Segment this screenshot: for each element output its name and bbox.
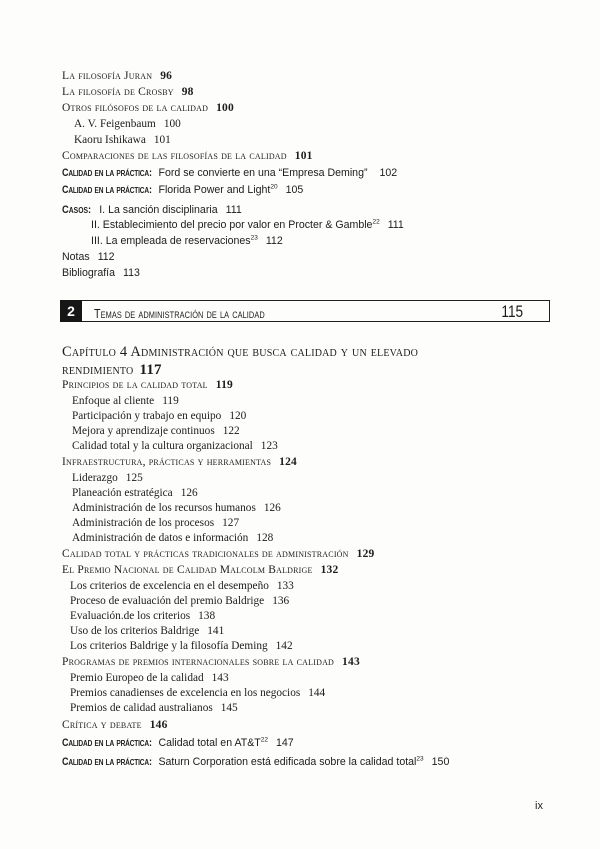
part-page: 115 [501, 302, 523, 321]
toc-subentry-proceso-evaluacion: Proceso de evaluación del premio Baldrige 136 [70, 595, 290, 607]
toc-notas: Notas 112 [62, 251, 115, 263]
toc-subentry-ishikawa: Kaoru Ishikawa 101 [74, 134, 171, 146]
toc-subentry-premio-europeo: Premio Europeo de la calidad 143 [70, 672, 229, 684]
chapter-title-cont: rendimiento 117 [62, 362, 162, 378]
part-title: Temas de administración de la calidad [94, 306, 265, 321]
toc-subentry-mejora: Mejora y aprendizaje continuos 122 [72, 425, 240, 437]
toc-subentry-recursos-humanos: Administración de los recursos humanos 126 [72, 502, 281, 514]
toc-subentry-participacion: Participación y trabajo en equipo 120 [72, 410, 247, 422]
toc-entry-baldrige: El Premio Nacional de Calidad Malcolm Baldrige 132 [62, 564, 339, 576]
toc-entry-crosby: La filosofía de Crosby 98 [62, 86, 194, 98]
toc-bibliografia: Bibliografía 113 [62, 267, 140, 279]
toc-subentry-baldrige-deming: Los criterios Baldrige y la filosofía Deming 142 [70, 640, 293, 652]
toc-casos-1: Casos: I. La sanción disciplinaria 111 [62, 204, 242, 216]
toc-entry-principios: Principios de la calidad total 119 [62, 379, 233, 391]
chapter-title: Capítulo 4 Administración que busca calidad y un elevado [62, 344, 419, 360]
toc-casos-3: III. La empleada de reservaciones$^{23}$ 112 [91, 234, 283, 247]
toc-subentry-enfoque: Enfoque al cliente 119 [72, 395, 179, 407]
toc-practice-ford: Calidad en la práctica: Ford se convierte en una “Empresa Deming” 102 [62, 167, 398, 179]
toc-subentry-premios-australianos: Premios de calidad australianos 145 [70, 702, 238, 714]
part-header [60, 300, 550, 322]
toc-subentry-procesos: Administración de los procesos 127 [72, 517, 240, 529]
toc-entry-tradicionales: Calidad total y prácticas tradicionales de administración 129 [62, 548, 375, 560]
toc-entry-infraestructura: Infraestructura, prácticas y herramientas 124 [62, 456, 297, 468]
toc-subentry-evaluacion-criterios: Evaluación.de los criterios 138 [70, 610, 216, 622]
toc-subentry-criterios-excelencia: Los criterios de excelencia en el desempeño 133 [70, 580, 294, 592]
toc-practice-florida-power: Calidad en la práctica: Florida Power and Light$^{20}$ 105 [62, 183, 304, 196]
toc-entry-otros-filosofos: Otros filósofos de la calidad 100 [62, 102, 234, 114]
toc-subentry-feigenbaum: A. V. Feigenbaum 100 [74, 118, 181, 130]
toc-subentry-planeacion: Planeación estratégica 126 [72, 487, 198, 499]
toc-entry-critica: Crítica y debate 146 [62, 719, 168, 731]
toc-practice-att: Calidad en la práctica: Calidad total en $AT\&T^{22}$ 147 [62, 736, 294, 749]
toc-subentry-uso-criterios: Uso de los criterios Baldrige 141 [70, 625, 225, 637]
toc-subentry-cultura: Calidad total y la cultura organizacional 123 [72, 440, 278, 452]
page-folio: ix [535, 800, 543, 812]
toc-practice-saturn: Calidad en la práctica: Saturn Corporation está edificada sobre la calidad total$^{23}$ 150 [62, 755, 450, 768]
toc-entry-juran: La filosofía Juran 96 [62, 70, 173, 82]
toc-entry-comparaciones: Comparaciones de las filosofías de la calidad 101 [62, 150, 313, 162]
part-number: 2 [60, 300, 82, 322]
toc-entry-premios-internacionales: Programas de premios internacionales sobre la calidad 143 [62, 656, 360, 668]
toc-subentry-liderazgo: Liderazgo 125 [72, 472, 143, 484]
toc-casos-2: II. Establecimiento del precio por valor en Procter & Gamble$^{22}$ 111 [91, 218, 404, 231]
toc-subentry-datos: Administración de datos e información 128 [72, 532, 274, 544]
toc-subentry-premios-canadienses: Premios canadienses de excelencia en los negocios 144 [70, 687, 326, 699]
